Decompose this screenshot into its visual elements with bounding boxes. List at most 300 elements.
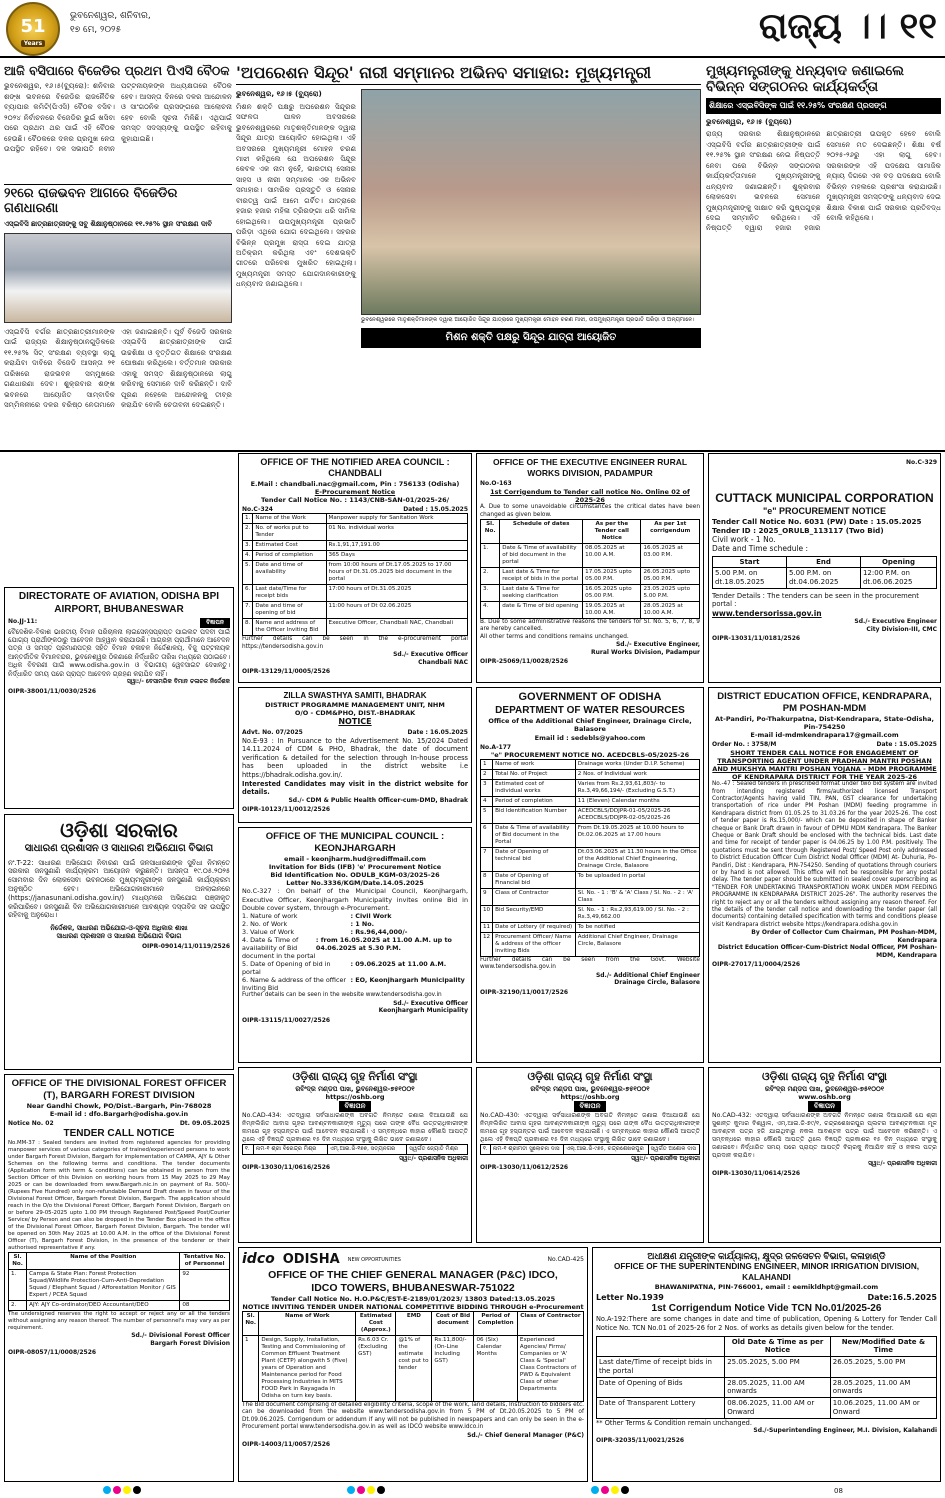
story-body: ରାଜ୍ୟ ସରକାର ଶିକ୍ଷାନୁଷ୍ଠାନରେ ଏସ୍‌ଇବିସି ବର୍ଗର ଛାତ୍ରଛାତ୍ରୀଙ୍କ ପାଇଁ ୧୧.୨୫% ସ୍ଥାନ ସଂରକ୍ଷଣ ନେଇ ନିଷ୍ପତ୍ତି ନେବା ପରେ ବିଭିନ୍ନ ସଙ୍ଗଠନର କାର୍ଯ୍ୟକର୍ତ୍ତାମାନେ ମୁଖ୍ୟମନ୍ତ୍ରୀଙ୍କୁ ଧନ୍ୟବାଦ ଜଣାଇଛନ୍ତି। ଶୁକ୍ରବାର ଲୋକସେବା ଭବନରେ ସେମାନେ ମୁଖ୍ୟମନ୍ତ୍ରୀଙ୍କୁ ସାକ୍ଷାତ କରି ପୁଷ୍ପଗୁଚ୍ଛ ଦେଇ ସମ୍ମାନିତ କରିଥିଲେ। ଏହି ନିଷ୍ପତ୍ତି ଦ୍ୱାରା ହଜାର ହଜାର ଛାତ୍ରଛାତ୍ରୀ ଉପକୃତ ହେବେ ବୋଲି ସେମାନେ ମତ ଦେଇଛନ୍ତି। ଶିକ୍ଷା ବର୍ଷ ୨୦୨୫-୨୬ରୁ ଏହା ଲାଗୁ ହେବ। ସରକାରଙ୍କ ଏହି ପଦକ୍ଷେପ ସାମାଜିକ ନ୍ୟାୟ ଦିଗରେ ଏକ ବଡ଼ ପଦକ୍ଷେପ ବୋଲି ବିଭିନ୍ନ ମହଲରେ ପ୍ରଶଂସା କରାଯାଉଛି। ମୁଖ୍ୟମନ୍ତ୍ରୀ ସମସ୍ତଙ୍କୁ ଧନ୍ୟବାଦ ଦେଇ ଶିକ୍ଷାର ବିକାଶ ପାଇଁ ସରକାର ପ୍ରତିବଦ୍ଧ ବୋଲି କହିଥିଲେ। xyxy=(706,129,941,233)
bid-identification: Bid Identification No. ODULB_KGM-03/2025-26 xyxy=(270,871,440,879)
ad-title: DIRECTORATE OF AVIATION, ODISHA BPI AIRPORT, BHUBANESWAR xyxy=(18,591,220,615)
byline: ଭୁବନେଶ୍ୱର, ୧୬।୫ (ବ୍ୟୁରୋ) xyxy=(236,89,322,99)
signature: ସ୍ୱା:/- ବେସାମରିକ ବିମାନ ଚଳାଚଳ ନିର୍ଦ୍ଦେଶକ xyxy=(126,678,230,686)
table-cell: Manpower supply for Sanitation Work xyxy=(326,514,467,524)
ad-directorate-aviation xyxy=(4,587,234,809)
tender-table xyxy=(242,513,468,636)
ad-title-2: DEPARTMENT OF WATER RESOURCES xyxy=(495,704,685,716)
table-header-cell: Opening xyxy=(860,556,936,568)
ad-body: No.C-327 : On behalf of the Municipal Council, Keonjhargarh, Executive Officer, Keonjhargarh Municipality invites online Bid in Double cover system, through e-Procurement. xyxy=(242,887,468,912)
ad-idco xyxy=(238,1247,588,1482)
table-cell: 28.05.2025, 11.00 AM onwards xyxy=(830,1377,936,1398)
table-row xyxy=(597,1377,937,1398)
table-cell: 9 xyxy=(481,889,493,906)
table-cell: 3. xyxy=(243,541,253,551)
odisha-logo: ODISHA xyxy=(282,1251,340,1267)
dharitri-51-years-logo xyxy=(6,2,60,56)
table-cell: ନାମ-୧ ଶ୍ରୀ ବିରେନ୍ଦ୍ର ମିଶ୍ର xyxy=(253,1145,327,1155)
table-header-cell: Name of the Position xyxy=(27,1253,180,1270)
ad-odisha-housing-board xyxy=(476,1067,704,1243)
ad-subtitle: "e" PROCUREMENT NOTICE xyxy=(762,505,887,516)
table-row xyxy=(243,524,468,541)
table-cell: Dt.03.06.2025 at 11.30 hours in the Office of the Additional Chief Engineering, Drainage Circle, Balasore xyxy=(575,848,699,872)
ad-odisha-housing-board xyxy=(238,1067,472,1243)
bid-detail-value: : from 16.05.2025 at 11.00 A.M. up to 04.06.2025 at 5.30 P.M. xyxy=(315,936,452,953)
ad-title: OFFICE OF THE EXECUTIVE ENGINEER RURAL WORKS DIVISION, PADAMPUR xyxy=(492,457,688,478)
order-no: Order No. : 3758/M xyxy=(712,741,777,749)
ad-odisha-sarkar xyxy=(4,814,234,1070)
ad-body: No.MM-37 : Sealed tenders are invited from registered agencies for providing manpower services of various categories of trained/experienced persons to work under Bargarh Forest Division, Bargarh for implementation of CAMPA, AJY & Other Schemes on the following terms and conditions. The tender documents (Application form with term & conditions) can be obtained in person from the Section Officer of this Division on working hours from 15 May 2025 to 29 May 2025 or can be downloaded from www.Bargarh.nic.in on payment of Rs. 500/- (Rupees Five Hundred) only non-refundable Demand Draft drawn in favour of the Divisional Forest Officer, Bargarh Forest Division, Bargarh. The application should reach in the O/o the Divisional Forest Officer, Bargarh Forest Division, Bargarh on or before 29-05-2025 upto 1.00 PM through Registered Post/Speed Post/Courier Service/ by Person and can also be dropped in the Tender Box placed in the office of the Divisional Forest Officer, Bargarh Forest Division, Bargarh. The tender will be opened on 30th May 2025 at 10.00 A.M. in the office of the Divisional Forest Officer (T), Bargarh Forest Division, in the presence of the tenderer or their authorised representative if any. xyxy=(8,1140,230,1252)
table-row xyxy=(243,514,468,524)
ad-badge: ବିଜ୍ଞାପନ xyxy=(200,618,230,628)
table-row xyxy=(481,780,700,797)
signature: Sd./- Chief General Manager (P&C) xyxy=(467,1431,584,1439)
table-row xyxy=(243,561,468,585)
ad-number: No.C-329 xyxy=(906,459,937,466)
table-cell: To be uploaded in portal xyxy=(575,872,699,889)
signature-office: Bargarh Forest Division xyxy=(150,1339,230,1347)
signature: By Order of Collector Cum Chairman, PM Poshan-MDM, Kendrapara xyxy=(751,929,937,944)
tender-call-notice: Tender Call Notice No. H.O.P&C/EST-E-2189/01/2023/ 13803 Dated:13.05.2025 xyxy=(270,1294,556,1303)
table-cell: Drainage works (Under D.I.P. Scheme) xyxy=(575,760,699,770)
ad-date: Dated : 15.05.2025 xyxy=(403,505,468,513)
table-row xyxy=(243,619,468,636)
ad-address: Near Gandhi Chowk, PO/Dist.-Bargarh, Pin-768028 xyxy=(26,1101,212,1110)
bid-detail-label: 2. No. of Work xyxy=(242,920,288,929)
bid-detail-row xyxy=(242,936,468,960)
table-cell: 28.05.2025 at 10.00 A.M. xyxy=(641,601,700,618)
portal-url[interactable]: www.tendersorissa.gov.in xyxy=(712,608,822,618)
bid-detail-value: : 1 No. xyxy=(350,920,375,929)
table-cell: 7 xyxy=(481,848,493,872)
tender-table xyxy=(242,1311,584,1402)
table-cell: from 10:00 hours of Dt.17.05.2025 to 17.00 hours of Dt.31.05.2025 bid document in the portal xyxy=(326,561,467,585)
table-header-cell: Start xyxy=(713,556,787,568)
table-row xyxy=(481,544,700,568)
table-cell: 4. xyxy=(243,551,253,561)
table-cell: 11 xyxy=(481,922,493,932)
ad-title: OFFICE OF THE DIVISIONAL FOREST OFFICER (T), BARGARH FOREST DIVISION xyxy=(11,1078,227,1101)
table-cell: 1. xyxy=(243,514,253,524)
ad-email: email - keonjharm.hud@rediffmail.com xyxy=(284,854,426,863)
ad-subtitle: NOTICE xyxy=(338,717,372,727)
story-thanks-cm xyxy=(706,64,941,444)
table-header-cell: As per 1st corrigendum xyxy=(641,520,700,544)
table-row xyxy=(597,1398,937,1419)
table-cell: 2 Nos. of Individual work xyxy=(575,770,699,780)
table-cell: Varies from Rs.2,93,61,803/- to Rs.3,49,66,194/- (Excluding G.S.T.) xyxy=(575,780,699,797)
table-header-cell: Period of Completion xyxy=(474,1312,517,1336)
table-row xyxy=(481,872,700,889)
signature-office: Drainage Circle, Balasore xyxy=(614,979,700,987)
ad-email: E.Mail : chandbali.nac@gmail.com, Pin : 756133 (Odisha) xyxy=(250,479,460,488)
table-cell: Bid Identification Number xyxy=(493,807,576,824)
ad-body: No.CAD-432: ଏତଦ୍ୱାରା ସର୍ବସାଧାରଣଙ୍କ ଅବଗତି ନିମନ୍ତେ ଜଣାଇ ଦିଆଯାଉଛି ଯେ ଶ୍ରୀ ସୁଶାନ୍ତ କୁମାର ବିଶ୍ୱାଳ, ଏମ୍‌.ଆଇ.ଜି-୭୯/୧, ଚନ୍ଦ୍ରଶେଖରପୁର ପ୍ଲଟର ଆବଣ୍ଟନକାରୀ ମୂଳ ଆବଣ୍ଟନ ପତ୍ର ହଜି ଯାଇଥିବାରୁ ନକଲ ଆବଣ୍ଟନ ପତ୍ର ପାଇଁ ଆବେଦନ କରିଛନ୍ତି। ଏ ସମ୍ବନ୍ଧରେ କାହାର କୌଣସି ଆପତ୍ତି ଥିଲେ ବିଜ୍ଞପ୍ତି ପ୍ରକାଶର ୧୫ ଦିନ ମଧ୍ୟରେ ସଂସ୍ଥାକୁ ଜଣାଇବେ। ନିର୍ଦ୍ଧାରିତ ସମୟ ପରେ ପ୍ରାପ୍ତ ଆପତ୍ତି ବିଚାରକୁ ନିଆଯିବ ନାହିଁ ଓ ନକଲ ପତ୍ର ପ୍ରଦାନ କରାଯିବ। xyxy=(712,1111,937,1160)
table-cell: 2 xyxy=(481,770,493,780)
bid-detail-label: 1. Nature of work xyxy=(242,912,298,921)
table-cell: 23.05.2025 upto 5.00 P.M. xyxy=(641,584,700,601)
story-body: ମିଶନ ଶକ୍ତି ପକ୍ଷରୁ ଅପରେଶନ ସିନ୍ଦୂରର ସଫଳତା ପାଳନ ଅବସରରେ ଭୁବନେଶ୍ୱରରେ ମାତୃଶକ୍ତିମାନଙ୍କ ଦ୍ୱାରା ସିନ୍ଦୂର ଯାତ୍ରା ଆୟୋଜିତ ହୋଇଥିଲା। ଏହି ଅବସରରେ ମୁଖ୍ୟମନ୍ତ୍ରୀ ମୋହନ ଚରଣ ମାଝୀ କହିଥିଲେ ଯେ ଅପରେଶନ ସିନ୍ଦୂର କେବଳ ଏକ ନାମ ନୁହେଁ, ଭାରତୀୟ ସେନାର ସାହସ ଓ ନାରୀ ସମ୍ମାନର ଏକ ଅଭିନବ ସମାହାର। ସାମରିକ ପ୍ରସ୍ତୁତି ଓ ସେନାର ବୀରତ୍ୱ ପାଇଁ ଆମେ ଗର୍ବିତ। ଯାତ୍ରାରେ ହଜାର ହଜାର ମହିଳା ତ୍ରିରଙ୍ଗା ଧରି ସାମିଲ ହୋଇଥିଲେ। ଉପମୁଖ୍ୟମନ୍ତ୍ରୀ ପ୍ରଭାତି ପରିଡ଼ା ଏଥିରେ ଯୋଗ ଦେଇଥିଲେ। ସହରର ବିଭିନ୍ନ ପ୍ରମୁଖ ରାସ୍ତା ଦେଇ ଯାତ୍ରା ଅତିକ୍ରମ କରିଥିଲା ଏବଂ ଦେଶଭକ୍ତି ଗୀତରେ ପରିବେଶ ମୁଖରିତ ହୋଇଥିଲା। ମୁଖ୍ୟମନ୍ତ୍ରୀ ସମସ୍ତ ଯୋଗଦାନକାରୀଙ୍କୁ ଧନ୍ୟବାଦ ଜଣାଇଥିଲେ। xyxy=(236,101,356,289)
table-cell: Period of completion xyxy=(253,551,326,561)
table-row xyxy=(481,889,700,906)
notice-no: Tender Call Notice No. : 1143/CNB-SAN-01/2025-26/ xyxy=(260,495,450,504)
story-body: ଭୁବନେଶ୍ୱର, ୧୬।୫(ବ୍ୟୁରୋ): ଶନିବାର ଶଙ୍ଖ ଭବନରେ ବିଜେଡିର ରାଜନୈତିକ ବ୍ୟାପାର କମିଟି(ପିଏସି) ବୈଠକ ବସିବ। ୨୦୨୪ ନିର୍ବାଚନରେ ବିଜେଡିର ଭୁଇଁ ଖସିବା ପରେ ପ୍ରଥମ ଥର ପାଇଁ ଏହି ବୈଠକ ହେଉଛି। ବୈଠକରେ ଦଳର ପ୍ରମୁଖ ନେତା ଉପସ୍ଥିତ ରହିବେ। ଦଳ ସଭାପତି ନବୀନ ପଟ୍ଟନାୟକଙ୍କ ଅଧ୍ୟକ୍ଷତାରେ ବୈଠକ ହେବ। ଆସନ୍ତା ଦିନରେ ଦଳର ଆନ୍ଦୋଳନ ଓ ସାଂଗଠନିକ ପ୍ରସଙ୍ଗରେ ଆଲୋଚନା ହେବ ବୋଲି ସୂଚନା ମିଳିଛି। ଏଥିପାଇଁ ସମସ୍ତ ସଦସ୍ୟଙ୍କୁ ଉପସ୍ଥିତ ରହିବାକୁ କୁହାଯାଇଛି। xyxy=(4,81,232,153)
table-cell: AJY: AJY Co-ordinator/DEO Accountant/DEO xyxy=(27,1301,180,1311)
table-header-cell: New/Modified Date & Time xyxy=(830,1336,936,1357)
table-cell: 5.00 P.M. on dt.18.05.2025 xyxy=(713,568,787,589)
ad-rwd-padampur xyxy=(476,453,704,683)
oipr-code: OIPR-10123/11/0012/2526 xyxy=(242,806,331,814)
table-header-cell: Class of Contractor xyxy=(517,1312,583,1336)
ad-title-3: O/O - CDM&PHO, DIST.-BHADRAK xyxy=(294,709,416,718)
signature: Sd./- Executive Officer xyxy=(393,651,468,659)
table-cell: 06 (Six) Calendar Months xyxy=(474,1335,517,1401)
photo-caption: ଭୁବନେଶ୍ୱରରେ ମାତୃଶକ୍ତିମାନଙ୍କ ଦ୍ୱାରା ଆୟୋଜିତ ସିନ୍ଦୂର ଯାତ୍ରାରେ ମୁଖ୍ୟମନ୍ତ୍ରୀ ମୋହନ ଚରଣ ମାଝୀ, ଉପମୁଖ୍ୟମନ୍ତ୍ରୀ ପ୍ରଭାତି ପରିଡ଼ା ଓ ଅନ୍ୟମାନେ। xyxy=(361,317,695,324)
signature-office: Keonjhargarh Municipality xyxy=(378,1007,468,1015)
ad-number: No.CAD-425 xyxy=(547,1256,584,1263)
table-row xyxy=(481,584,700,601)
bid-detail-row xyxy=(242,960,468,976)
oipr-code: OIPR-08057/11/0008/2526 xyxy=(8,1349,97,1357)
ad-badge: ବିଜ୍ଞାପନ xyxy=(574,1101,607,1112)
table-row xyxy=(481,922,700,932)
signature: Sd./- Additional Chief Engineer xyxy=(595,971,700,979)
table-cell: Date of Opening of technical bid xyxy=(493,848,576,872)
table-row xyxy=(481,770,700,780)
table-header-cell: End xyxy=(786,556,860,568)
table-row xyxy=(481,905,700,922)
bid-detail-row xyxy=(242,912,468,920)
ad-keonjhargarh-municipal xyxy=(238,827,472,1063)
ad-website: https://oshb.org xyxy=(325,1092,385,1101)
ad-subtitle: ସାଧାରଣ ପ୍ରଶାସନ ଓ ସାଧାରଣ ଅଭିଯୋଗ ବିଭାଗ xyxy=(24,843,214,854)
oipr-code: OIPR-13030/11/0614/2526 xyxy=(712,1169,801,1177)
table-cell: 25.05.2025, 5.00 PM xyxy=(725,1357,831,1378)
page-title: ରାଜ୍ୟ ।। ୧୧ xyxy=(758,5,937,47)
footer-line-1: ନିର୍ଦ୍ଦେଶକ, ସାଧାରଣ ଅଭିଯୋଗ-ଓ-ସୂଚନା ଅଧିକାର ଶାଖା xyxy=(50,924,188,933)
table-cell: 8. xyxy=(243,619,253,636)
table-cell: 16.05.2025 at 03.00 P.M. xyxy=(641,544,700,568)
table-cell: To be notified xyxy=(575,922,699,932)
bid-detail-label: 3. Value of Work xyxy=(242,928,295,937)
table-header-cell: Estimated Cost (Approx.) xyxy=(356,1312,396,1336)
table-row xyxy=(481,1145,700,1155)
table-cell: ୧. xyxy=(481,1145,491,1155)
bid-detail-value: : Rs.96,44,000/- xyxy=(350,928,408,937)
logo-number: 51 xyxy=(20,16,46,37)
table-row xyxy=(243,585,468,602)
table-header-cell: Old Date & Time as per Notice xyxy=(725,1336,831,1357)
ad-title: ଓଡ଼ିଶା ରାଜ୍ୟ ଗୃହ ନିର୍ମାଣ ସଂସ୍ଥା xyxy=(292,1071,418,1083)
ad-date: Dt. 09.05.2025 xyxy=(179,1120,230,1127)
table-cell: Name of the Work xyxy=(253,514,326,524)
ad-body: No.CAD-430: ଏତଦ୍ୱାରା ସର୍ବସାଧାରଣଙ୍କ ଅବଗତି ନିମନ୍ତେ ଜଣାଇ ଦିଆଯାଉଛି ଯେ ନିମ୍ନଲିଖିତ ଆବାସ ଗୃହର ଆବଣ୍ଟନକାରୀଙ୍କ ମୃତ୍ୟୁ ପରେ ତାଙ୍କ ବୈଧ ଉତ୍ତରାଧିକାରୀଙ୍କ ନାମରେ ଗୃହ ହସ୍ତାନ୍ତର ପାଇଁ ଆବେଦନ କରାଯାଇଛି। ଏ ସମ୍ବନ୍ଧରେ କାହାର କୌଣସି ଆପତ୍ତି ଥିଲେ ଏହି ବିଜ୍ଞପ୍ତି ପ୍ରକାଶର ୧୫ ଦିନ ମଧ୍ୟରେ ସଂସ୍ଥାକୁ ଲିଖିତ ଭାବେ ଜଣାଇବେ। xyxy=(480,1111,700,1143)
ad-title: CUTTACK MUNICIPAL CORPORATION xyxy=(715,490,934,505)
table-cell: 4 xyxy=(481,797,493,807)
tender-call-notice: Tender Call Notice No. 6031 (PW) Date : 15.05.2025 xyxy=(712,516,922,526)
ad-subtitle: SHORT TENDER CALL NOTICE FOR ENGAGEMENT OF TRANSPORTING AGENT UNDER PRADHAN MANTRI POSHAN AND MUKSHYA MANTRI POSHAN YOJANA - MDM PROGRAMME OF KENDRAPARA DISTRICT FOR THE YEAR 2025-26 xyxy=(712,748,937,781)
ad-date: Date : 16.05.2025 xyxy=(407,729,468,737)
ad-address: At-Pandiri, Po-Thakurpatna, Dist-Kendrapara, State-Odisha, Pin-754250 xyxy=(715,714,934,731)
ad-email: E-mail id-mdmkendrapara17@gmail.com xyxy=(750,731,899,739)
ad-zilla-swasthya-bhadrak xyxy=(238,687,472,823)
table-cell: 11:00 hours of Dt 02.06.2025 xyxy=(326,602,467,619)
unchanged-note: All other terms and conditions remains unchanged. xyxy=(480,633,629,640)
ad-number: No.A-177 xyxy=(480,743,512,751)
oipr-code: OIPR-32035/11/0021/2526 xyxy=(596,1436,685,1444)
signature-office: City Division-III, CMC xyxy=(866,625,937,633)
table-row xyxy=(481,807,700,824)
table-row xyxy=(481,932,700,956)
table-cell: Date of Opening of Financial bid xyxy=(493,872,576,889)
ad-date: Date : 15.05.2025 xyxy=(876,741,937,749)
table-cell: Design, Supply, Installation, Testing and Commissioning of Common Effluent Treatment Plant (CETP) alongwith 5 (Five) years of Operation and Maintenance period for Food Processing Industries in MITS FOOD Park in Rayagada in Odisha on turn key basis. xyxy=(259,1335,356,1401)
ad-website: https://oshb.org xyxy=(560,1092,620,1101)
bid-detail-row xyxy=(242,920,468,928)
notice-no: Notice No. 02 xyxy=(8,1120,54,1127)
headline: ମୁଖ୍ୟମନ୍ତ୍ରୀଙ୍କୁ ଧନ୍ୟବାଦ ଜଣାଇଲେ ବିଭିନ୍ନ ସଙ୍ଗଠନର କାର୍ଯ୍ୟକର୍ତ୍ତା xyxy=(706,64,904,95)
table-header-cell: Sl. No. xyxy=(9,1253,27,1270)
table-cell: Last date & Time for receipt of bids in the portal xyxy=(500,567,583,584)
tender-table xyxy=(480,759,700,957)
table-cell: 08 xyxy=(180,1301,230,1311)
oipr-code: OIPR-13030/11/0612/2526 xyxy=(480,1164,569,1172)
table-header-cell: Tentative No. of Personnel xyxy=(180,1253,230,1270)
ad-body: No.A-192:There are some changes in date and time of publication, Opening & Lottery for Tender Call Notice No. TCN No.01 of 2025-26 for 2 Nos. of works as details given below for the tender. xyxy=(596,1315,937,1332)
table-cell: ଏଲ୍‌.ଆଇ.ଜି-୯୭୫, ଚନ୍ଦ୍ରଶେଖରପୁର xyxy=(564,1145,649,1155)
oipr-code: OIPR-38001/11/0030/2526 xyxy=(8,687,97,695)
position-table xyxy=(8,1252,230,1311)
table-cell: Class of Contractor xyxy=(493,889,576,906)
table-cell: Date & Time of availability of Bid document in the Portal xyxy=(493,824,576,848)
ad-subtitle: NOTICE INVITING TENDER UNDER NATIONAL COMPETITIVE BIDDING THROUGH e-Procurement xyxy=(242,1302,584,1311)
bid-detail-row xyxy=(242,928,468,936)
bid-detail-label: 4. Date & Time of availability of Bid document in the portal xyxy=(242,936,316,961)
signature: ସ୍ୱା:/- ପ୍ରଶାସନିକ ଅଧିକାରୀ xyxy=(399,1154,468,1162)
ad-body: No.E-93 : In Pursuance to the Advertisement No. 15/2024 Dated 14.11.2024 of CDM & PHO, Bhadrak, the date of document verification & detailed for the selection through In-house process has been uploaded in the district website i.e https://bhadrak.odisha.gov.in/. xyxy=(242,736,468,779)
print-registration-marks xyxy=(0,1484,945,1498)
signature-office: Chandbali NAC xyxy=(418,658,468,666)
oipr-code: OIPR-13115/11/0027/2526 xyxy=(242,1016,331,1024)
byline: ଭୁବନେଶ୍ୱର, ୧୬।୫ (ବ୍ୟୁରୋ) xyxy=(706,117,792,127)
allotment-table xyxy=(480,1144,700,1155)
table-cell: 5. xyxy=(243,561,253,585)
ad-subtitle: TENDER CALL NOTICE xyxy=(63,1127,175,1139)
tender-details: Tender Details : The tenders can be seen in the procurement portal : xyxy=(712,591,919,609)
ad-subtitle: E-Procurement Notice xyxy=(314,487,396,496)
ad-water-resources xyxy=(476,687,704,1063)
signature: Sd./- Executive Engineer, xyxy=(615,641,700,649)
bid-detail-label: 5. Date of Opening of bid in portal xyxy=(242,960,331,977)
ad-note: The undersigned reserves the right to accept or reject any or all the tenders without assigning any reason thereof. The number of personnel's may vary as per requirement. xyxy=(8,1311,230,1332)
ad-title-2: IDCO TOWERS, BHUBANESWAR-751022 xyxy=(311,1281,515,1294)
signature: Sd./- Executive Engineer xyxy=(854,618,937,626)
table-row xyxy=(481,848,700,872)
ad-body: The Bid document comprising of detailed eligibility criteria, scope of the work, land details, Instruction to bidders etc. can be downloaded from the website www.tendersodisha.gov.in from 5 PM of Dt.20.05.2025 to 5 PM of Dt.09.06.2025. Corrigendum or addendum if any will not be published in newspapers and can only be seen in the e-Procurement portal www.tendersodisha.gov.in as well as IDCO website www.idco.in xyxy=(242,1401,584,1431)
table-cell: Name of work xyxy=(493,760,576,770)
ad-badge: ବିଜ୍ଞାପନ xyxy=(339,1101,372,1112)
table-cell: Additional Chief Engineer, Drainage Circle, Balasore xyxy=(575,932,699,956)
headline: 'ଅପରେଶନ ସିନ୍ଦୂର' ନାରୀ ସମ୍ମାନର ଅଭିନବ ସମାହାର: ମୁଖ୍ୟମନ୍ତ୍ରୀ xyxy=(236,64,701,85)
ad-body: ନଂ.T-22: ସାଧାରଣ ଅଭିଯୋଗ ନିବାରଣ ପାଇଁ ଜନସାଧାରଣଙ୍କ ସୁବିଧା ନିମନ୍ତେ ସରକାର ଜନସୁଣାଣି କାର୍ଯ୍ୟକ୍ରମ ଆୟୋଜନ କରୁଛନ୍ତି। ଆସନ୍ତା ୧୯.୦୫.୨୦୨୫ ସୋମବାର ଦିନ ଲୋକସେବା ଭବନଠାରେ ମୁଖ୍ୟମନ୍ତ୍ରୀଙ୍କ ଜନସୁଣାଣି କାର୍ଯ୍ୟକ୍ରମ ଅନୁଷ୍ଠିତ ହେବ। ଅଭିଯୋଗକାରୀମାନେ ଅନଲାଇନରେ (https://janasunani.odisha.gov.in/) ମାଧ୍ୟମରେ ଅଭିଯୋଗ ପଞ୍ଜୀକୃତ କରିପାରିବେ। ଜନସୁଣାଣି ଦିନ ଅଭିଯୋଗକାରୀମାନେ ଆବଶ୍ୟକ ଦସ୍ତାବିଜ ସହ ଉପସ୍ଥିତ ରହିବାକୁ ଅନୁରୋଧ। xyxy=(8,858,230,920)
work-line: Civil work - 1 No. xyxy=(712,534,776,544)
table-cell: 7. xyxy=(243,602,253,619)
oipr-code: OIPR-25069/11/0028/2526 xyxy=(480,658,569,666)
table-cell: @1% of the estimate cost put to tender xyxy=(396,1335,432,1401)
bid-detail-value: : Civil Work xyxy=(350,912,392,921)
signature-office: District Education Officer-Cum-District Nodal Officer, PM Poshan-MDM, Kendrapara xyxy=(717,944,937,959)
dateline xyxy=(70,10,151,37)
table-row xyxy=(9,1270,230,1301)
ad-subtitle: "e" PROCUREMENT NOTICE NO. ACEDCBLS-05/2025-26 xyxy=(490,751,690,760)
table-cell: ACEDCBLS/DDJPR-01-05/2025-26 ACEDCBLS/DDJPR-02-05/2025-26 xyxy=(575,807,699,824)
logo-tagline: NEW OPPORTUNITIES xyxy=(347,1256,401,1263)
table-cell: ସ୍ୱର୍ଗତ ଅଶୋକ ଦାସ xyxy=(648,1145,699,1155)
table-row xyxy=(243,541,468,551)
table-header-cell: EMD xyxy=(396,1312,432,1336)
table-row xyxy=(243,551,468,561)
ad-title: OFFICE OF THE NOTIFIED AREA COUNCIL : CHANDBALI xyxy=(260,457,450,479)
table-cell: 17.05.2025 upto 05.00 P.M. xyxy=(583,567,641,584)
schedule-table xyxy=(712,556,937,589)
ad-number: No.JJ-11: xyxy=(8,618,38,625)
ad-minor-irrigation-kalahandi xyxy=(592,1247,941,1482)
corrigendum-table xyxy=(480,519,700,619)
ad-title: ଓଡ଼ିଶା ରାଜ୍ୟ ଗୃହ ନିର୍ମାଣ ସଂସ୍ଥା xyxy=(761,1071,888,1083)
table-cell: 08.06.2025, 11.00 AM or Onward xyxy=(725,1398,831,1419)
press-meet-photo xyxy=(4,233,232,323)
table-row xyxy=(243,602,468,619)
ad-cuttack-municipal xyxy=(708,453,941,683)
table-cell: 3 xyxy=(481,780,493,797)
signature: Sd./- Divisional Forest Officer xyxy=(131,1332,230,1340)
ad-badge: ବିଜ୍ଞାପନ xyxy=(808,1101,841,1112)
oipr-code: OIPR-09014/11/0119/2526 xyxy=(141,942,230,950)
table-cell: 16.05.2025 upto 05.00 P.M. xyxy=(583,584,641,601)
story-body: ଏସ୍‌ଇବିସି ବର୍ଗର ଛାତ୍ରଛାତ୍ରୀମାନଙ୍କ ପାଇଁ ରାଜ୍ୟର ଶିକ୍ଷାନୁଷ୍ଠାନଗୁଡ଼ିକରେ ୧୧.୨୫% ସିଟ୍ ସଂରକ୍ଷଣ ବ୍ୟବସ୍ଥା ଲାଗୁ କରାଯିବା ଦାବିରେ ବିଜେଡି ଆସନ୍ତା ୨୧ ତାରିଖରେ ରାଜଭବନ ସମ୍ମୁଖରେ ଗଣଧାରଣା ଦେବ। ଶୁକ୍ରବାର ଶଙ୍ଖ ଭବନରେ ଆୟୋଜିତ ସାମ୍ବାଦିକ ସମ୍ମିଳନୀରେ ଦଳର ବରିଷ୍ଠ ନେତାମାନେ ଏହା ଜଣାଇଛନ୍ତି। ପୂର୍ବ ବିଜେଡି ସରକାର ଏସ୍‌ଇବିସି ଛାତ୍ରଛାତ୍ରୀଙ୍କ ପାଇଁ ଉଚ୍ଚଶିକ୍ଷା ଓ ବୃତ୍ତିଗତ ଶିକ୍ଷାରେ ସଂରକ୍ଷଣ ଘୋଷଣା କରିଥିଲେ। ବର୍ତ୍ତମାନ ସରକାର ଏହାକୁ ସମସ୍ତ ଶିକ୍ଷାନୁଷ୍ଠାନରେ ଲାଗୁ କରିବାକୁ ସେମାନେ ଦାବି କରିଛନ୍ତି। ଦାବି ପୂରଣ ନହେଲେ ଆନ୍ଦୋଳନକୁ ତୀବ୍ର କରାଯିବ ବୋଲି ଚେତାବନୀ ଦେଇଛନ୍ତି। xyxy=(4,327,232,410)
story-bjd-dharna xyxy=(4,187,232,579)
table-cell: Estimated cost of individual works xyxy=(493,780,576,797)
table-header-cell: Schedule of dates xyxy=(500,520,583,544)
subheadline: ଏସ୍‌ଇବିସି ଛାତ୍ରଛାତ୍ରୀଙ୍କୁ ସବୁ ଶିକ୍ଷାନୁଷ୍ଠାନରେ ୧୧.୨୫% ସ୍ଥାନ ସଂରକ୍ଷଣ ଦାବି xyxy=(4,219,213,228)
allotment-table xyxy=(242,1144,468,1155)
footer-line-2: ସାଧାରଣ ପ୍ରଶାସନ ଓ ସାଧାରଣ ଅଭିଯୋଗ ବିଭାଗ xyxy=(56,932,182,941)
ad-subtitle: 1st Corrigendum to Tender call notice No. Online 02 of 2025-26 xyxy=(490,487,690,504)
table-cell: Sl. No. - 1 : 'B' & 'A' Class / Sl. No. - 2 : 'A' Class xyxy=(575,889,699,906)
oipr-code: OIPR-13031/11/0181/2526 xyxy=(712,635,801,643)
table-cell: 08.05.2025 at 10.00 A.M. xyxy=(583,544,641,568)
table-cell: Name and address of the Officer Inviting Bid xyxy=(253,619,326,636)
table-cell: Estimated Cost xyxy=(253,541,326,551)
table-cell: 6 xyxy=(481,824,493,848)
table-cell: Date of Opening of Bids xyxy=(597,1377,725,1398)
ad-body: No.CAD-434: ଏତଦ୍ୱାରା ସର୍ବସାଧାରଣଙ୍କ ଅବଗତି ନିମନ୍ତେ ଜଣାଇ ଦିଆଯାଉଛି ଯେ ନିମ୍ନଲିଖିତ ଆବାସ ଗୃହର ଆବଣ୍ଟନକାରୀଙ୍କ ମୃତ୍ୟୁ ପରେ ତାଙ୍କ ବୈଧ ଉତ୍ତରାଧିକାରୀଙ୍କ ନାମରେ ଗୃହ ହସ୍ତାନ୍ତର ପାଇଁ ଆବେଦନ କରାଯାଇଛି। ଏ ସମ୍ବନ୍ଧରେ କାହାର କୌଣସି ଆପତ୍ତି ଥିଲେ ଏହି ବିଜ୍ଞପ୍ତି ପ୍ରକାଶର ୧୫ ଦିନ ମଧ୍ୟରେ ସଂସ୍ଥାକୁ ଲିଖିତ ଭାବେ ଜଣାଇବେ। xyxy=(242,1111,468,1143)
bid-details xyxy=(242,912,468,992)
table-row xyxy=(481,760,700,770)
bid-detail-row xyxy=(242,976,468,992)
ad-address: BHAWANIPATNA, PIN-766001, email : eemikldhpt@gmail.com xyxy=(654,1282,879,1291)
ad-title: OFFICE OF THE SUPERINTENDING ENGINEER, MINOR IRRIGATION DIVISION, KALAHANDI xyxy=(613,1262,920,1282)
table-cell: 1. xyxy=(481,544,500,568)
table-cell: 5.00 P.M. on dt.04.06.2025 xyxy=(786,568,860,589)
oipr-code: OIPR-14003/11/0057/2526 xyxy=(242,1441,331,1449)
table-cell: Date & Time of availability of bid document in the portal xyxy=(500,544,583,568)
table-cell: Rs.11,800/- (On-Line including GST) xyxy=(432,1335,474,1401)
tender-id: Tender ID : 2025_ORULB_113117 (Two Bid) xyxy=(712,525,884,535)
table-cell: Last date/Time for receipt bids xyxy=(253,585,326,602)
table-cell: ନାମ-୧ ଶ୍ରୀମତୀ ସୁଲୋଚନା ଦାସ xyxy=(490,1145,563,1155)
bid-detail-label: 6. Name & address of the officer Inviting Bid xyxy=(242,976,347,993)
oipr-code: OIPR-27017/11/0004/2526 xyxy=(712,961,801,969)
table-cell: 1 xyxy=(243,1335,259,1401)
corrigendum-table xyxy=(596,1336,937,1419)
page-number: 08 xyxy=(834,1486,843,1495)
ad-title: GOVERNMENT OF ODISHA xyxy=(518,691,662,703)
ad-odisha-housing-board xyxy=(708,1067,941,1243)
signature-office: Rural Works Division, Padampur xyxy=(591,648,700,656)
ad-note: ** Other Terms & Condition remain unchanged. xyxy=(596,1418,752,1427)
oipr-code: OIPR-13030/11/0616/2526 xyxy=(242,1164,331,1172)
table-header-cell: As per the Tender call Notice xyxy=(583,520,641,544)
table-cell: 19.05.2025 at 10.00 A.M. xyxy=(583,601,641,618)
headline: ୨୧ରେ ରାଜଭବନ ଆଗରେ ବିଜେଡିର ଗଣଧାରଣା xyxy=(4,187,178,216)
table-cell: Rs.6.03 Cr. (Excluding GST) xyxy=(356,1335,396,1401)
headline: ଆଜି ବସିପାରେ ବିଜେଡିର ପ୍ରଥମ ପିଏସି ବୈଠକ xyxy=(4,64,230,78)
signature: Sd./- Executive Officer xyxy=(393,999,468,1007)
table-header-cell xyxy=(597,1336,725,1357)
letter-no: Letter No.3336/KGM/Date.14.05.2025 xyxy=(286,879,424,888)
table-cell: No. of works put to Tender xyxy=(253,524,326,541)
side-heading: ଶିକ୍ଷାରେ ଏସ୍‌ଇବିସିଙ୍କ ପାଇଁ ୧୧.୨୫% ସଂରକ୍ଷଣ ପ୍ରସଙ୍ଗ xyxy=(706,98,941,114)
table-cell: 2. xyxy=(243,524,253,541)
table-cell: From Dt.19.05.2025 at 10.00 hours to Dt.02.06.2025 at 17.00 hours xyxy=(575,824,699,848)
table-row xyxy=(481,567,700,584)
table-cell: Last date/Time of receipt bids in the portal xyxy=(597,1357,725,1378)
signature: ସ୍ୱା:/- ପ୍ରଶାସନିକ ଅଧିକାରୀ xyxy=(868,1160,937,1168)
ad-title: ZILLA SWASTHYA SAMITI, BHADRAK xyxy=(283,691,427,700)
ad-highlight: Interested Candidates may visit in the district website for details. xyxy=(242,779,468,797)
table-cell: Date of Lottery (if required) xyxy=(493,922,576,932)
signature: Sd./- CDM & Public Health Officer-cum-DMD, Bhadrak xyxy=(288,796,468,804)
schedule-label: Date and Time schedule : xyxy=(712,544,809,554)
table-header-cell: Cost of Bid document xyxy=(432,1312,474,1336)
table-cell: 17:00 hours of Dt.31.05.2025 xyxy=(326,585,467,602)
table-cell: ସ୍ୱର୍ଗତ ଜ୍ୟୋତି ମିଶ୍ର xyxy=(407,1145,468,1155)
table-cell: 5 xyxy=(481,807,493,824)
table-row xyxy=(481,797,700,807)
ad-website: www.oshb.org xyxy=(798,1092,851,1101)
table-cell: 1. xyxy=(9,1270,27,1301)
table-cell: date & Time of bid opening xyxy=(500,601,583,618)
table-cell: Sl. No. - 1 : Rs.2,93,619.00 / Sl. No. - 2 : Rs.3,49,662.00 xyxy=(575,905,699,922)
table-cell: 92 xyxy=(180,1270,230,1301)
story-banner: ମିଶନ ଶକ୍ତି ପକ୍ଷରୁ ସିନ୍ଦୂର ଯାତ୍ରା ଆୟୋଜିତ xyxy=(361,328,701,349)
letter-no: Letter No.1939 xyxy=(596,1292,664,1302)
table-cell: Campa & State Plan: Forest Protection Squad/Wildlife Protection-Cum-Anti-Depredation Squad / Elephant Squad / Afforestation Monitor / GIS Expert / PCEA Squad xyxy=(27,1270,180,1301)
table-header-cell: Sl. No. xyxy=(243,1312,259,1336)
ad-subtitle: 1st Corrigendum Notice Vide TCN No.01/2025-26 xyxy=(651,1302,882,1314)
table-row xyxy=(481,824,700,848)
ad-deo-kendrapara xyxy=(708,687,941,1063)
signature: ସ୍ୱା:/- ପ୍ରଶାସନିକ ଅଧିକାରୀ xyxy=(631,1154,700,1162)
table-cell: ୧. xyxy=(243,1145,254,1155)
table-cell: Experienced Agencies/ Firms/ Companies or 'A' Class & 'Special' Class Contractors of PWD & Equivalent Class of other Departments xyxy=(517,1335,583,1401)
ad-number: No.C-324 xyxy=(242,505,273,513)
table-cell: 2. xyxy=(481,567,500,584)
further-details: Further details can be seen from the Govt. Website www.tendersodisha.gov.in xyxy=(480,956,700,971)
para-a: A. Due to some unavoidable circumstances the critical dates have been changed as given below. xyxy=(480,504,700,518)
ad-address: ରବିଂଦ୍ର ମଣ୍ଡପ ପାଖ, ଭୁବନେଶ୍ୱର-୭୫୧୦୦୧ xyxy=(295,1084,415,1093)
